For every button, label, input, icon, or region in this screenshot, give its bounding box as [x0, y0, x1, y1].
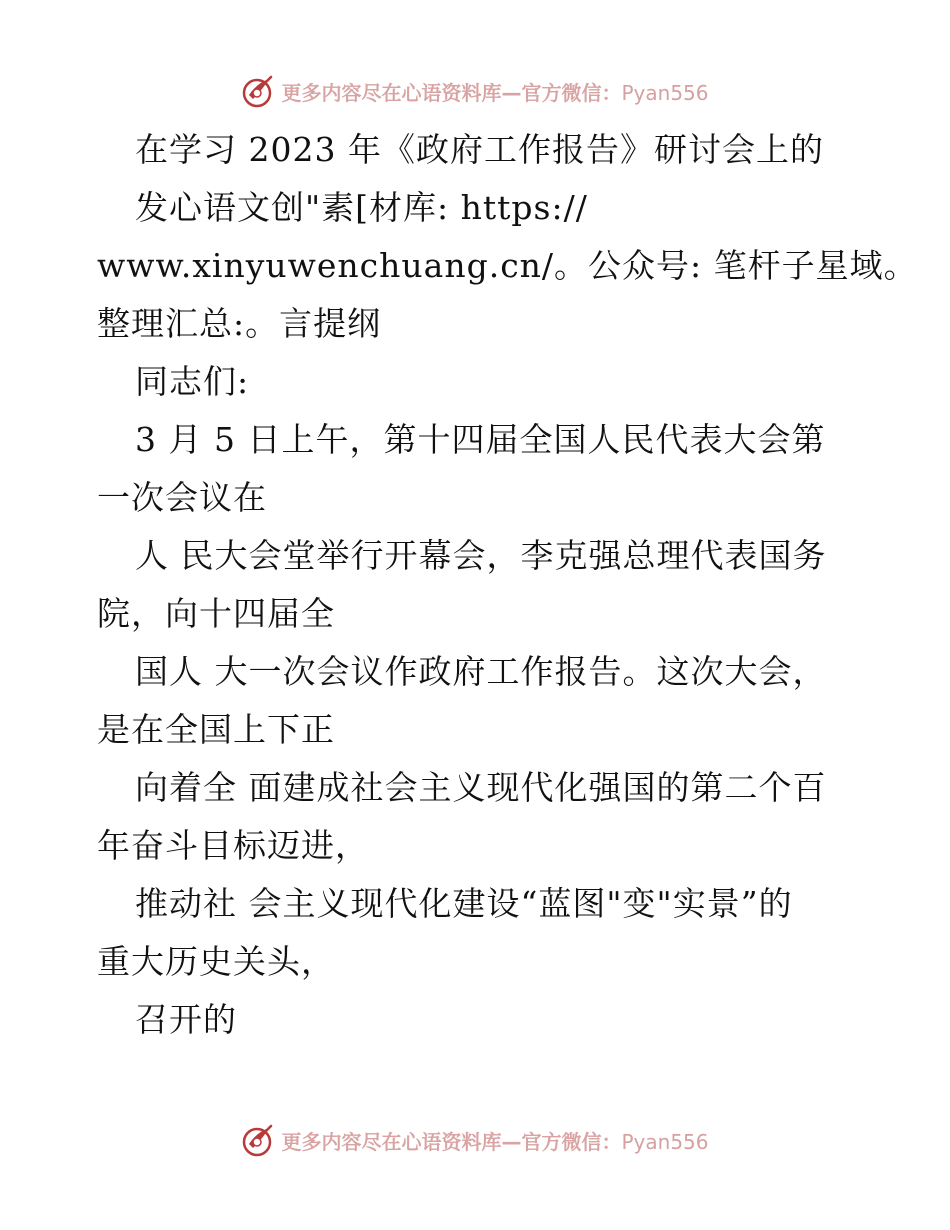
banner-label: 更多内容尽在心语资料库—官方微信：	[281, 80, 622, 105]
brand-logo-icon	[241, 73, 277, 109]
banner-text	[281, 1126, 708, 1155]
text-line: 同志们:	[135, 362, 250, 401]
banner-wechat-id: Pyan556	[621, 1129, 709, 1154]
document-body	[97, 121, 918, 1049]
banner-wechat-id: Pyan556	[621, 80, 709, 105]
text-line: 人 民大会堂举行开幕会，李克强总理代表国务	[135, 536, 827, 575]
banner-label: 更多内容尽在心语资料库—官方微信：	[281, 1129, 622, 1154]
text-line: 是在全国上下正	[97, 710, 335, 749]
text-line: 一次会议在	[97, 478, 267, 517]
text-line: 发心语文创"素[材库: https://	[135, 188, 588, 227]
banner-text	[281, 77, 708, 106]
text-line: 整理汇总:。言提纲	[97, 304, 382, 343]
text-line: 向着全 面建成社会主义现代化强国的第二个百	[135, 768, 827, 807]
text-line: 在学习 2023 年《政府工作报告》研讨会上的	[135, 130, 824, 169]
text-line: 年奋斗目标迈进，	[97, 826, 369, 865]
text-line: 国人 大一次会议作政府工作报告。这次大会，	[135, 652, 827, 691]
header-watermark-banner	[0, 71, 950, 111]
text-line: 推动社 会主义现代化建设“蓝图"变"实景”的	[135, 884, 793, 923]
text-line: 院，向十四届全	[97, 594, 335, 633]
footer-watermark-banner	[0, 1120, 950, 1160]
text-line: 召开的	[135, 1000, 237, 1039]
brand-logo-icon	[241, 1122, 277, 1158]
text-line: www.xinyuwenchuang.cn/。公众号: 笔杆子星域。	[97, 246, 918, 285]
text-line: 重大历史关头，	[97, 942, 335, 981]
text-line: 3 月 5 日上午，第十四届全国人民代表大会第	[135, 420, 826, 459]
